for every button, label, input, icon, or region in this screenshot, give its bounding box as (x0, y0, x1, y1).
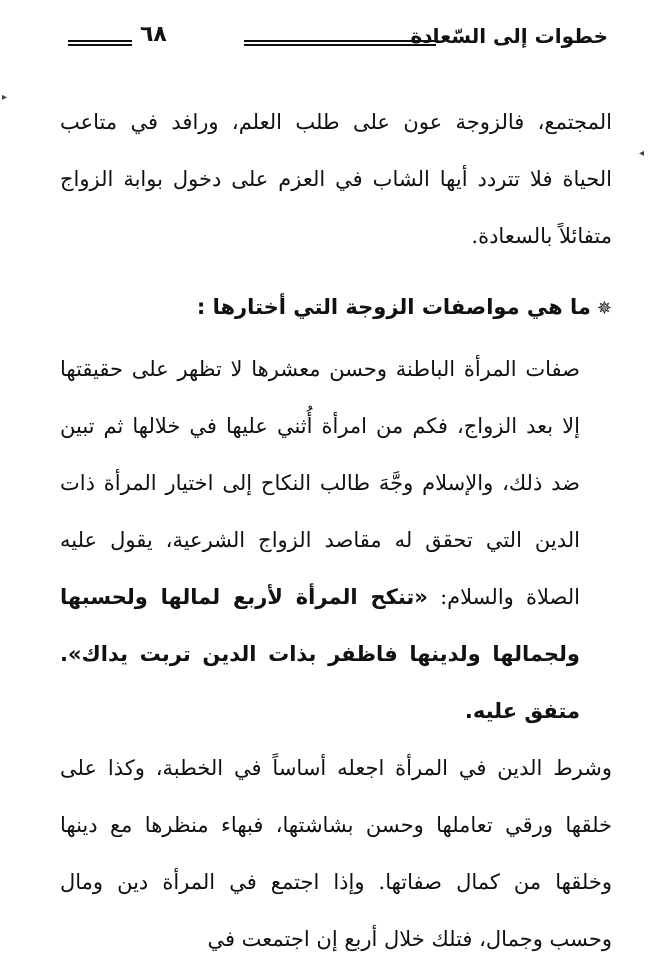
paragraph-text: صفات المرأة الباطنة وحسن معشرها لا تظهر على حقيقتها إلا بعد الزواج، فكم من امرأة أُثني عليها في خلالها ثم تبين ضد ذلك، والإسلام وجَّهَ طالب النكاح إلى اختيار المرأة ذات الدين التي تحقق له مقاصد الزواج الشرعية، يقول عليه الصلاة والسلام: (60, 357, 581, 609)
margin-mark: ▸ (2, 92, 8, 103)
running-header (68, 22, 608, 62)
eight-pointed-star-icon: ✵ (596, 298, 612, 319)
page-body (60, 94, 612, 968)
section-heading (60, 283, 612, 333)
header-rule (68, 40, 132, 46)
header-rule (244, 40, 436, 46)
page-number: ٦٨ (140, 22, 167, 47)
book-title: خطوات إلى السّعادة (410, 24, 608, 48)
margin-mark: ◂ (638, 148, 644, 159)
hadith-source: متفق عليه. (464, 699, 580, 723)
heading-text: ما هي مواصفات الزوجة التي أختارها : (196, 295, 591, 319)
paragraph: المجتمع، فالزوجة عون على طلب العلم، ورافد في متاعب الحياة فلا تتردد أيها الشاب في العزم على دخول بوابة الزواج متفائلاً بالسعادة. (60, 110, 612, 248)
hadith-quote: «تنكح المرأة لأربع لمالها ولحسبها ولجمالها ولدينها فاظفر بذات الدين تربت يداك». (60, 585, 580, 666)
paragraph (60, 341, 612, 740)
paragraph: وشرط الدين في المرأة اجعله أساساً في الخطبة، وكذا على خلقها ورقي تعاملها وحسن بشاشتها، فبهاء منظرها مع دينها وخلقها من كمال صفاتها. وإذا اجتمع في المرأة دين ومال وحسب وجمال، فتلك خلال أربع إن اجتمعت في (60, 756, 612, 951)
